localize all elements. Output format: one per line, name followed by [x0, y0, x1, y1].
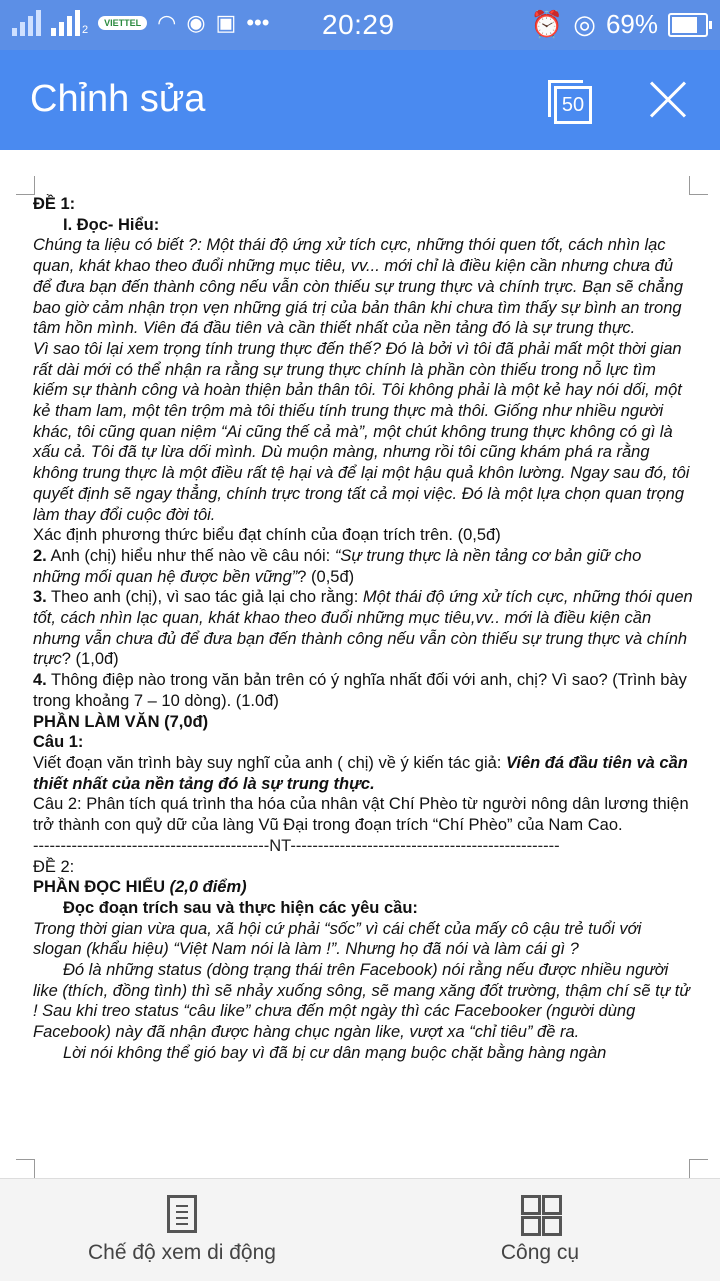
- doc-text-run: ? (0,5đ): [297, 567, 355, 586]
- alarm-icon: ⏰: [530, 9, 564, 39]
- doc-paragraph: [33, 753, 693, 794]
- mobile-view-button[interactable]: [84, 1195, 280, 1265]
- tools-button[interactable]: [480, 1195, 600, 1265]
- page-count-label: 50: [554, 86, 592, 124]
- doc-paragraph: Lời nói không thể gió bay vì đã bị cư dân mạng buộc chặt bằng hàng ngàn: [63, 1043, 607, 1062]
- doc-paragraph: Đọc đoạn trích sau và thực hiện các yêu cầu:: [63, 898, 418, 917]
- doc-text-run: PHẦN ĐỌC HIỂU: [33, 878, 170, 897]
- doc-text-run: (2,0 điểm): [169, 878, 247, 897]
- mobile-view-label: Chế độ xem di động: [88, 1241, 276, 1264]
- sim-badge: 2: [82, 24, 89, 36]
- doc-paragraph: ĐỀ 1:: [33, 195, 76, 213]
- doc-paragraph: Câu 1:: [33, 733, 84, 752]
- doc-paragraph: Đó là những status (dòng trạng thái trên Facebook) nói rằng nếu được nhiều người like (thích, đồng tình) thì sẽ nhảy xuống sông, sẽ mang xăng đốt trường, thậm chí sẽ tự tử ! Sau khi treo status “câu like” chưa đến một ngày thì các Facebooker (người dùng Facebook) này đã nhận được hàng chục ngàn like, vượt xa “chỉ tiêu” đề ra.: [33, 961, 690, 1042]
- doc-text-run: 4.: [33, 671, 47, 690]
- signal-icon-sim1: [12, 10, 41, 36]
- doc-paragraph: Trong thời gian vừa qua, xã hội cứ phải “sốc” vì cái chết của mấy cô cậu trẻ tuổi với slogan (khẩu hiệu) “Việt Nam nói là làm !”. Nhưng họ đã nói và làm cái gì ?: [33, 919, 642, 959]
- clock: 20:29: [322, 9, 395, 40]
- eye-icon: ◎: [573, 9, 596, 39]
- carrier-logo: VIETTEL: [98, 16, 147, 30]
- status-left: [12, 10, 269, 36]
- tools-label: Công cụ: [500, 1241, 580, 1264]
- doc-text-run: Viên đá đầu tiên và cần thiết nhất của nền tảng đó là sự trung thực.: [33, 753, 688, 793]
- doc-paragraph: I. Đọc- Hiểu:: [63, 215, 160, 234]
- doc-text-run: Theo anh (chị), vì sao tác giả lại cho rằng:: [46, 588, 363, 607]
- doc-text-run: Anh (chị) hiểu như thế nào về câu nói:: [46, 546, 335, 565]
- page-count-button[interactable]: [548, 80, 588, 120]
- bottom-toolbar: [0, 1178, 720, 1281]
- doc-paragraph: Câu 2: Phân tích quá trình tha hóa của nhân vật Chí Phèo từ người nông dân lương thiện trở thành con quỷ dữ của làng Vũ Đại trong đoạn trích “Chí Phèo” của Nam Cao.: [33, 795, 689, 835]
- margin-corner-bottom-left: [16, 1159, 35, 1178]
- doc-paragraph: [33, 587, 693, 670]
- doc-paragraph: Vì sao tôi lại xem trọng tính trung thực đến thế? Đó là bởi vì tôi đã phải mất một thời gian rất dài mới có thể nhận ra rằng sự trung thực chính là phần còn thiếu trong nỗ lực tìm kiếm sự thành công và hoàn thiện bản thân tôi. Tôi không phải là một kẻ hay nói dối, một kẻ tham lam, một tên trộm mà tôi thiếu tính trung thực mà thôi. Giống như nhiều người khác, tôi cũng quan niệm “Ai cũng thế cả mà”, một chút không trung thực không có gì là xấu cả. Tôi đã tự lừa dối mình. Dù muộn màng, nhưng rồi tôi cũng khám phá ra rằng không trung thực là một điều rất tệ hại và để lại một hậu quả khôn lường. Ngay sau đó, tôi quyết định sẽ ngay thẳng, chính trực trong tất cả mọi việc. Đó là một lựa chọn quan trọng làm thay đổi cuộc đời tôi.: [33, 339, 690, 524]
- document-body[interactable]: [33, 194, 693, 1064]
- wifi-icon: ◠: [157, 10, 177, 35]
- doc-text-run: 3.: [33, 588, 47, 607]
- battery-icon: [668, 13, 708, 37]
- signal-icon-sim2: [51, 10, 80, 36]
- doc-text-run: ? (1,0đ): [61, 650, 119, 669]
- margin-corner-top-left: [16, 176, 35, 195]
- margin-corner-top-right: [689, 176, 708, 195]
- doc-text-run: “Sự trung thực là nền tảng cơ bản giữ cho những mối quan hệ được bền vững”: [33, 546, 642, 586]
- more-icon: •••: [246, 10, 270, 35]
- doc-paragraph: Chúng ta liệu có biết ?: Một thái độ ứng xử tích cực, những thói quen tốt, cách nhìn lạc quan, khát khao theo đuổi những mục tiêu, vv... mới chỉ là điều kiện cần nhưng chưa đủ để đưa bạn đến thành công nếu vẫn còn thiếu sự trung thực và chính trực. Bạn sẽ chẳng bao giờ cảm nhận trọn vẹn những giá trị của bản thân khi chưa tìm thấy sự bình an trong tâm hồn mình. Viên đá đầu tiên và cần thiết nhất của nền tảng đó là sự trung thực.: [33, 236, 684, 338]
- doc-text-run: Một thái độ ứng xử tích cực, những thói quen tốt, cách nhìn lạc quan, khát khao theo đuổi những mục tiêu,vv.. mới là điều kiện cần nhưng vẫn chưa đủ để đưa bạn đến thành công nếu vẫn còn thiếu sự trung thực và chính trực: [33, 588, 693, 669]
- doc-paragraph: Xác định phương thức biểu đạt chính của đoạn trích trên. (0,5đ): [33, 526, 501, 545]
- doc-paragraph: [33, 546, 693, 587]
- doc-text-run: Viết đoạn văn trình bày suy nghĩ của anh ( chị) về ý kiến tác giả:: [33, 753, 506, 772]
- doc-paragraph: -------------------------------------------NT-------------------------------------------------: [33, 836, 560, 855]
- margin-corner-bottom-right: [689, 1159, 708, 1178]
- grid-icon: [521, 1195, 559, 1233]
- app-bar: [0, 50, 720, 150]
- document-icon: [167, 1195, 197, 1233]
- document-page[interactable]: [0, 150, 720, 1178]
- doc-paragraph: [33, 877, 693, 898]
- status-right: [531, 9, 708, 40]
- status-bar: [0, 0, 720, 50]
- doc-text-run: 2.: [33, 546, 47, 565]
- battery-percent: 69%: [605, 9, 658, 39]
- sync-icon: ◉: [186, 10, 206, 35]
- close-icon[interactable]: [648, 80, 688, 120]
- image-icon: ▣: [215, 10, 237, 35]
- doc-text-run: Thông điệp nào trong văn bản trên có ý nghĩa nhất đối với anh, chị? Vì sao? (Trình bày trong khoảng 7 – 10 dòng). (1.0đ): [33, 671, 687, 710]
- doc-paragraph: [33, 670, 693, 711]
- doc-paragraph: PHẦN LÀM VĂN (7,0đ): [33, 712, 209, 731]
- doc-paragraph: ĐỀ 2:: [33, 857, 75, 876]
- page-title: Chỉnh sửa: [30, 78, 206, 120]
